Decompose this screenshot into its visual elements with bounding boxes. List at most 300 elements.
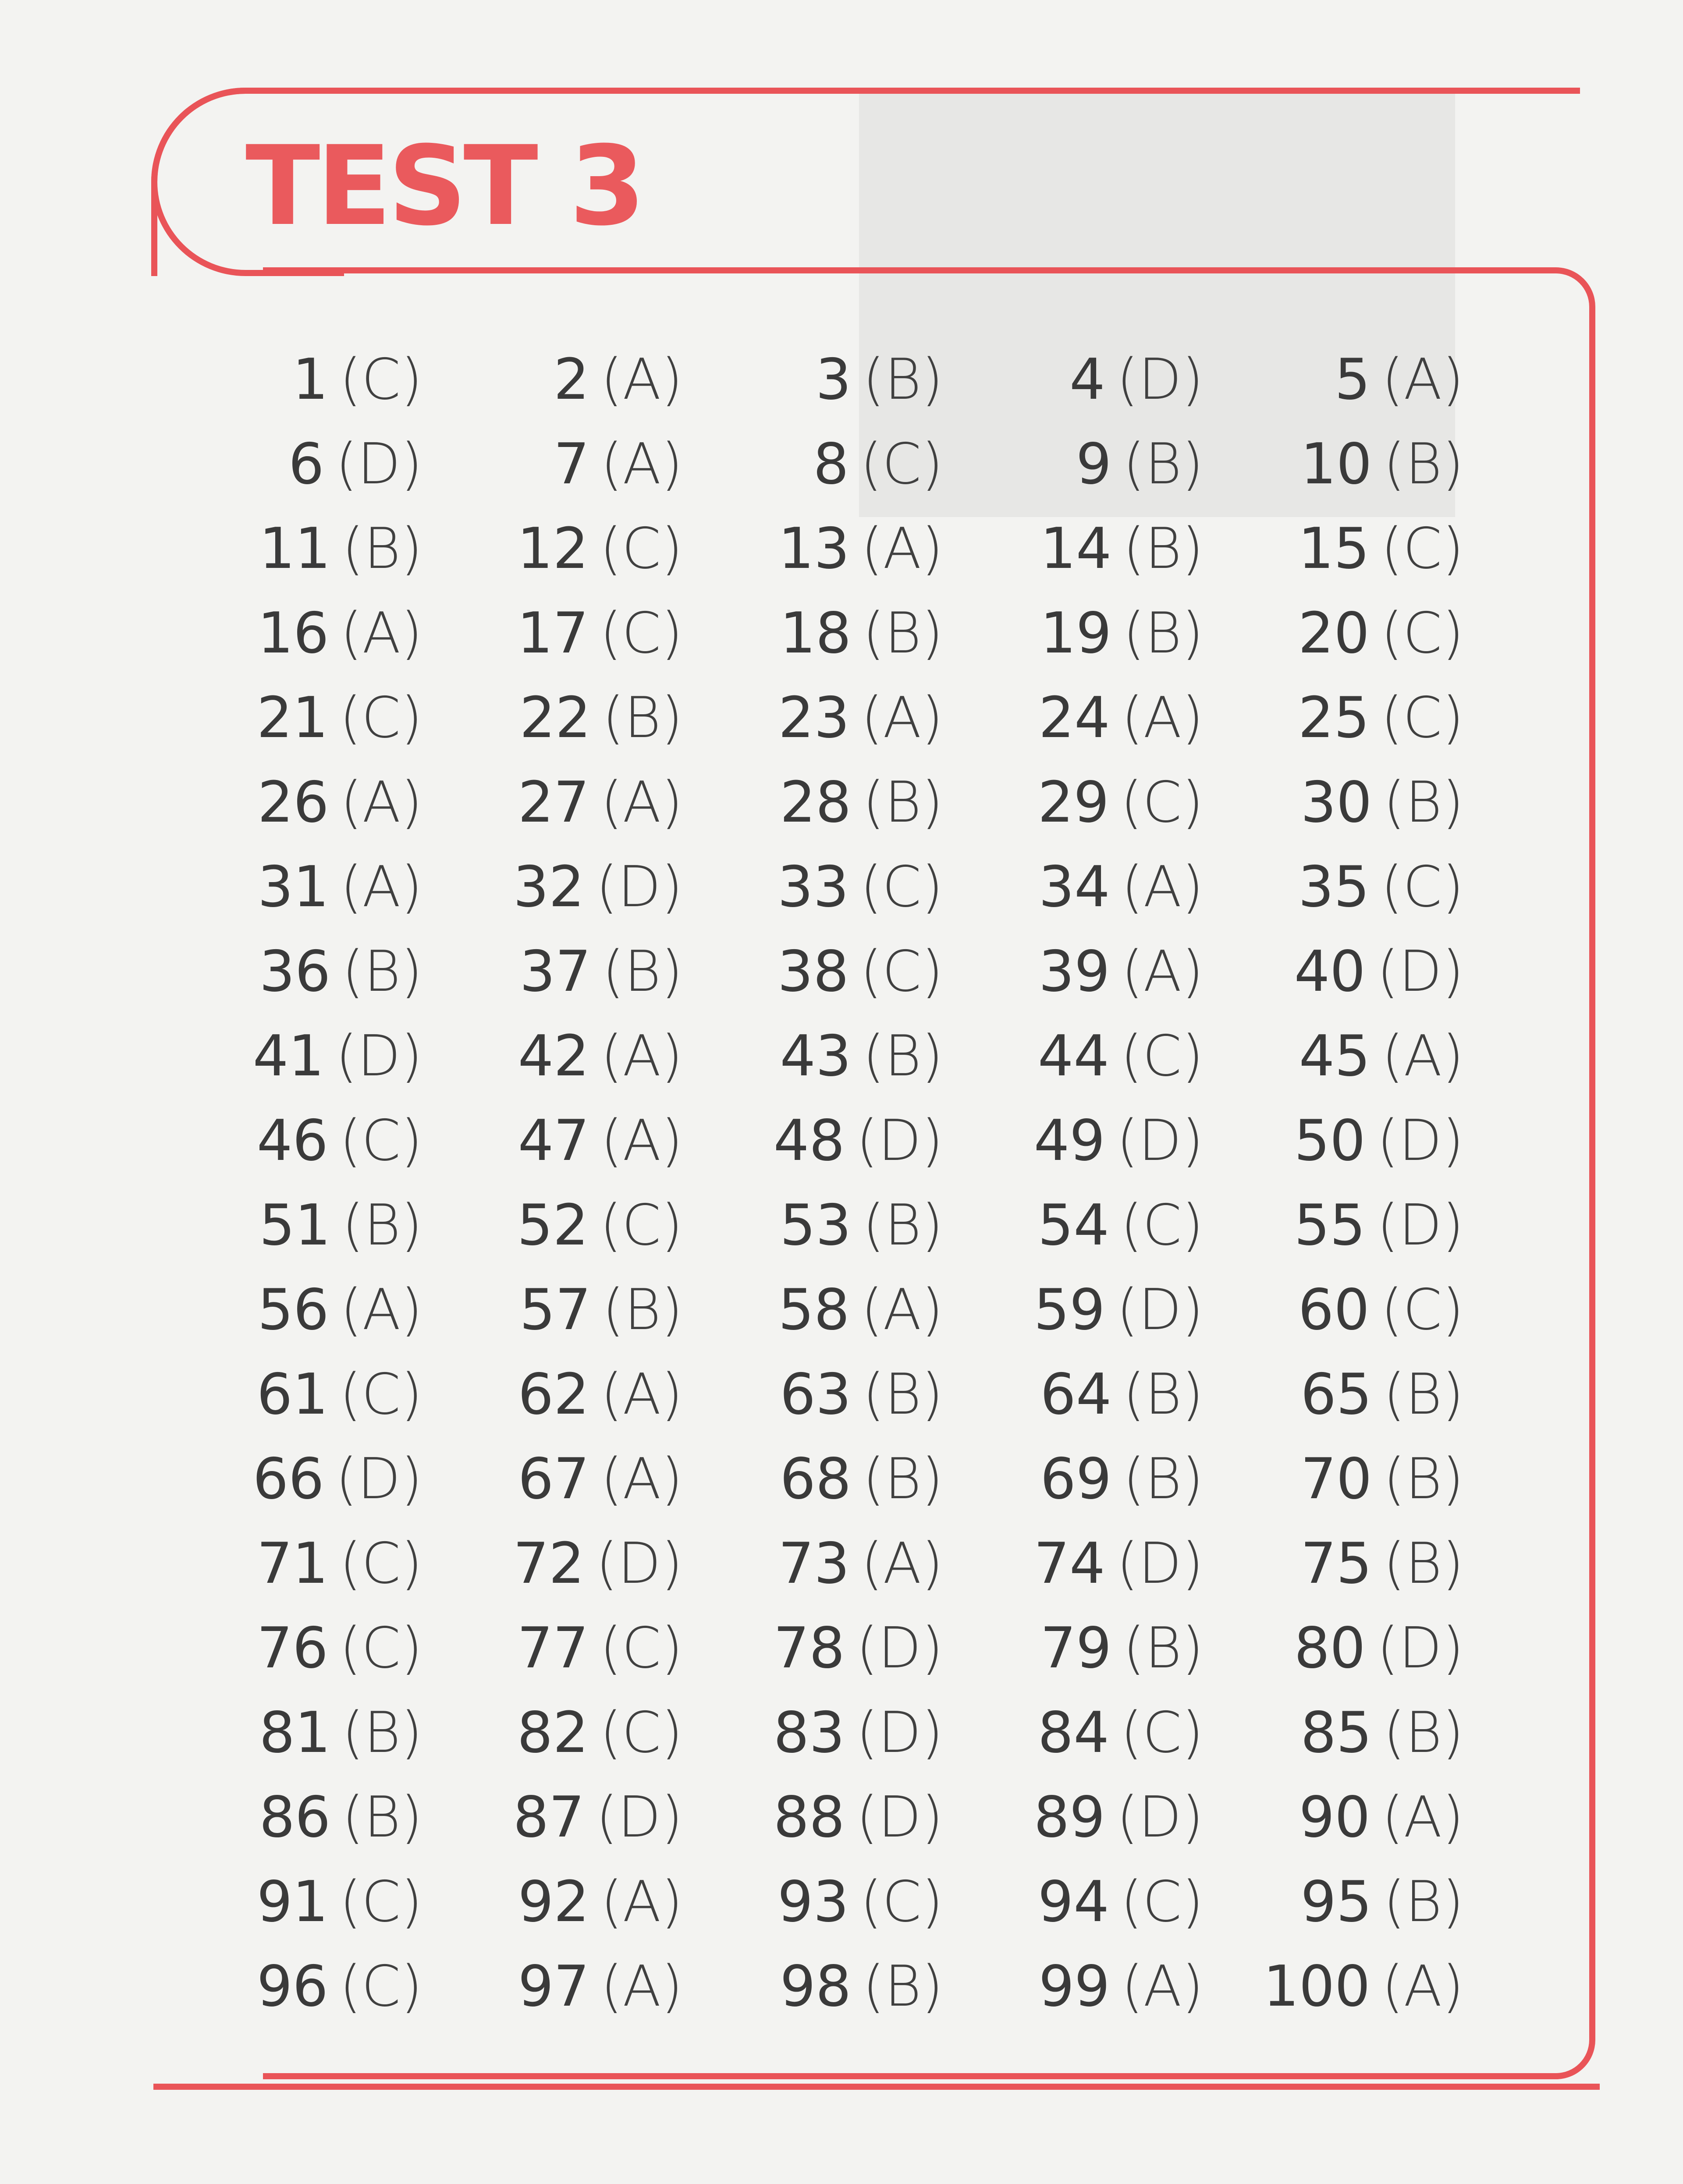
- question-number: 89: [1033, 1784, 1105, 1850]
- answer-choice: (D): [1377, 939, 1464, 1004]
- answer-choice: (C): [1120, 1700, 1204, 1766]
- question-number: 82: [517, 1700, 589, 1766]
- answer-item: [731, 1944, 991, 2029]
- answer-choice: (D): [1377, 1192, 1464, 1258]
- question-number: 24: [1038, 685, 1110, 751]
- answer-choice: (D): [1377, 1108, 1464, 1174]
- question-number: 23: [778, 685, 850, 751]
- answer-choice: (D): [1116, 1784, 1204, 1850]
- question-number: 77: [517, 1615, 589, 1681]
- answer-item: [1252, 1775, 1512, 1860]
- answer-choice: (C): [600, 1615, 683, 1681]
- page-title: TEST 3: [245, 122, 642, 250]
- answer-item: [210, 845, 471, 929]
- answer-item: [991, 422, 1252, 507]
- answer-item: [471, 1099, 731, 1183]
- answer-choice: (B): [602, 685, 683, 751]
- question-number: 56: [257, 1277, 329, 1343]
- question-number: 14: [1040, 516, 1112, 581]
- answer-choice: (A): [1121, 939, 1204, 1004]
- question-number: 76: [256, 1615, 328, 1681]
- question-number: 85: [1300, 1700, 1372, 1766]
- question-number: 95: [1300, 1869, 1372, 1935]
- question-number: 68: [780, 1446, 852, 1512]
- answer-choice: (B): [1123, 1615, 1204, 1681]
- answer-choice: (D): [856, 1615, 943, 1681]
- answer-choice: (C): [1381, 600, 1464, 666]
- answer-item: [210, 1944, 471, 2029]
- answer-choice: (A): [600, 1446, 683, 1512]
- answer-choice: (C): [1381, 516, 1464, 581]
- question-number: 65: [1300, 1361, 1372, 1427]
- answer-item: [210, 1268, 471, 1352]
- question-number: 42: [518, 1023, 589, 1089]
- answer-choice: (B): [1383, 769, 1464, 835]
- answer-item: [210, 1099, 471, 1183]
- answer-key-grid: [210, 337, 1512, 2029]
- answer-item: [731, 1691, 991, 1775]
- answer-choice: (B): [342, 516, 423, 581]
- question-number: 64: [1040, 1361, 1112, 1427]
- question-number: 6: [288, 431, 324, 497]
- answer-choice: (D): [596, 1531, 683, 1596]
- answer-choice: (C): [339, 685, 423, 751]
- answer-item: [471, 1352, 731, 1437]
- answer-choice: (A): [861, 1277, 943, 1343]
- answer-item: [471, 591, 731, 676]
- answer-choice: (A): [600, 1361, 683, 1427]
- answer-item: [471, 422, 731, 507]
- answer-choice: (C): [1381, 685, 1464, 751]
- question-number: 61: [256, 1361, 328, 1427]
- answer-choice: (B): [1383, 1531, 1464, 1596]
- answer-choice: (A): [1381, 1784, 1464, 1850]
- question-number: 11: [259, 516, 331, 581]
- answer-item: [991, 1183, 1252, 1268]
- answer-choice: (B): [1383, 1446, 1464, 1512]
- answer-choice: (A): [340, 854, 423, 920]
- answer-choice: (C): [339, 1361, 423, 1427]
- answer-choice: (B): [1383, 431, 1464, 497]
- question-number: 48: [773, 1108, 845, 1174]
- answer-choice: (B): [342, 1700, 423, 1766]
- answer-choice: (C): [1120, 1192, 1204, 1258]
- answer-choice: (B): [863, 600, 943, 666]
- question-number: 86: [259, 1784, 331, 1850]
- answer-item: [471, 845, 731, 929]
- question-number: 50: [1294, 1108, 1366, 1174]
- answer-item: [991, 1352, 1252, 1437]
- answer-item: [991, 507, 1252, 591]
- answer-item: [991, 929, 1252, 1014]
- question-number: 52: [517, 1192, 589, 1258]
- answer-choice: (B): [1383, 1361, 1464, 1427]
- question-number: 92: [518, 1869, 589, 1935]
- answer-item: [210, 1691, 471, 1775]
- answer-item: [1252, 1691, 1512, 1775]
- question-number: 37: [519, 939, 591, 1004]
- answer-choice: (A): [1121, 854, 1204, 920]
- answer-item: [1252, 1268, 1512, 1352]
- answer-item: [471, 760, 731, 845]
- answer-choice: (A): [600, 769, 683, 835]
- answer-choice: (B): [863, 769, 943, 835]
- answer-choice: (B): [863, 1361, 943, 1427]
- question-number: 54: [1037, 1192, 1109, 1258]
- question-number: 69: [1040, 1446, 1112, 1512]
- answer-item: [1252, 422, 1512, 507]
- answer-choice: (C): [1120, 1023, 1204, 1089]
- answer-item: [731, 337, 991, 422]
- answer-item: [471, 1014, 731, 1099]
- question-number: 62: [518, 1361, 589, 1427]
- question-number: 59: [1033, 1277, 1105, 1343]
- question-number: 71: [256, 1531, 328, 1596]
- question-number: 36: [259, 939, 331, 1004]
- answer-choice: (A): [1381, 1023, 1464, 1089]
- answer-item: [731, 1606, 991, 1691]
- answer-choice: (B): [1123, 431, 1204, 497]
- answer-item: [1252, 1352, 1512, 1437]
- answer-item: [991, 1099, 1252, 1183]
- answer-item: [471, 337, 731, 422]
- answer-choice: (B): [342, 939, 423, 1004]
- answer-item: [471, 1437, 731, 1521]
- answer-item: [991, 1775, 1252, 1860]
- question-number: 34: [1038, 854, 1110, 920]
- answer-choice: (C): [339, 1869, 423, 1935]
- answer-item: [1252, 1521, 1512, 1606]
- question-number: 72: [513, 1531, 585, 1596]
- answer-item: [471, 507, 731, 591]
- answer-choice: (C): [600, 516, 683, 581]
- question-number: 63: [780, 1361, 852, 1427]
- answer-item: [471, 676, 731, 760]
- answer-item: [471, 1606, 731, 1691]
- question-number: 88: [773, 1784, 845, 1850]
- answer-item: [731, 1352, 991, 1437]
- answer-choice: (C): [1120, 1869, 1204, 1935]
- answer-item: [210, 1014, 471, 1099]
- answer-item: [731, 845, 991, 929]
- answer-item: [210, 1860, 471, 1944]
- answer-item: [1252, 1606, 1512, 1691]
- answer-item: [991, 591, 1252, 676]
- answer-item: [471, 1521, 731, 1606]
- question-number: 27: [518, 769, 589, 835]
- answer-item: [991, 1691, 1252, 1775]
- answer-choice: (A): [1121, 1954, 1204, 2019]
- question-number: 32: [513, 854, 585, 920]
- answer-item: [731, 591, 991, 676]
- question-number: 2: [554, 347, 589, 412]
- answer-choice: (C): [339, 1954, 423, 2019]
- answer-choice: (C): [339, 347, 423, 412]
- question-number: 67: [518, 1446, 589, 1512]
- answer-choice: (A): [1121, 685, 1204, 751]
- answer-item: [1252, 1944, 1512, 2029]
- answer-choice: (D): [1116, 347, 1204, 412]
- question-number: 7: [554, 431, 589, 497]
- answer-item: [991, 1606, 1252, 1691]
- answer-choice: (A): [600, 431, 683, 497]
- question-number: 20: [1298, 600, 1370, 666]
- answer-item: [991, 1860, 1252, 1944]
- answer-choice: (B): [602, 1277, 683, 1343]
- answer-item: [471, 1860, 731, 1944]
- question-number: 25: [1298, 685, 1370, 751]
- answer-choice: (D): [596, 854, 683, 920]
- answer-item: [210, 591, 471, 676]
- question-number: 29: [1037, 769, 1109, 835]
- answer-choice: (B): [342, 1192, 423, 1258]
- answer-item: [1252, 591, 1512, 676]
- answer-item: [210, 507, 471, 591]
- question-number: 13: [778, 516, 850, 581]
- question-number: 100: [1263, 1954, 1371, 2019]
- question-number: 12: [517, 516, 589, 581]
- question-number: 30: [1300, 769, 1372, 835]
- answer-item: [210, 760, 471, 845]
- answer-choice: (D): [856, 1784, 943, 1850]
- answer-choice: (A): [861, 516, 943, 581]
- question-number: 46: [256, 1108, 328, 1174]
- answer-choice: (B): [342, 1784, 423, 1850]
- answer-item: [731, 1521, 991, 1606]
- answer-choice: (C): [1120, 769, 1204, 835]
- answer-choice: (B): [1123, 516, 1204, 581]
- question-number: 98: [780, 1954, 852, 2019]
- question-number: 19: [1040, 600, 1112, 666]
- question-number: 31: [257, 854, 329, 920]
- question-number: 78: [773, 1615, 845, 1681]
- question-number: 94: [1037, 1869, 1109, 1935]
- answer-item: [991, 1268, 1252, 1352]
- answer-choice: (C): [1381, 1277, 1464, 1343]
- question-number: 47: [518, 1108, 589, 1174]
- question-number: 45: [1299, 1023, 1371, 1089]
- question-number: 83: [773, 1700, 845, 1766]
- answer-item: [1252, 337, 1512, 422]
- answer-item: [471, 1775, 731, 1860]
- question-number: 21: [256, 685, 328, 751]
- answer-item: [991, 676, 1252, 760]
- question-number: 18: [780, 600, 852, 666]
- question-number: 99: [1038, 1954, 1110, 2019]
- answer-item: [731, 1183, 991, 1268]
- answer-item: [210, 1437, 471, 1521]
- question-number: 73: [778, 1531, 850, 1596]
- bottom-divider: [153, 2084, 1600, 2090]
- question-number: 96: [256, 1954, 328, 2019]
- question-number: 5: [1335, 347, 1371, 412]
- answer-choice: (C): [600, 1700, 683, 1766]
- answer-choice: (C): [339, 1615, 423, 1681]
- answer-item: [471, 1944, 731, 2029]
- answer-choice: (B): [1383, 1869, 1464, 1935]
- answer-item: [1252, 1183, 1512, 1268]
- answer-item: [991, 1944, 1252, 2029]
- question-number: 16: [257, 600, 329, 666]
- answer-item: [731, 1437, 991, 1521]
- answer-choice: (C): [860, 431, 943, 497]
- answer-choice: (B): [863, 347, 943, 412]
- answer-choice: (A): [861, 685, 943, 751]
- answer-item: [731, 1268, 991, 1352]
- question-number: 35: [1298, 854, 1370, 920]
- answer-item: [210, 337, 471, 422]
- answer-item: [1252, 929, 1512, 1014]
- answer-item: [731, 676, 991, 760]
- question-number: 17: [517, 600, 589, 666]
- question-number: 38: [777, 939, 849, 1004]
- answer-choice: (B): [863, 1446, 943, 1512]
- answer-item: [1252, 1099, 1512, 1183]
- answer-item: [210, 676, 471, 760]
- question-number: 60: [1298, 1277, 1370, 1343]
- answer-choice: (C): [860, 854, 943, 920]
- answer-item: [1252, 676, 1512, 760]
- question-number: 40: [1294, 939, 1366, 1004]
- answer-item: [731, 422, 991, 507]
- question-number: 39: [1038, 939, 1110, 1004]
- question-number: 1: [292, 347, 328, 412]
- answer-choice: (B): [863, 1023, 943, 1089]
- answer-item: [991, 1521, 1252, 1606]
- answer-item: [731, 760, 991, 845]
- answer-item: [1252, 1014, 1512, 1099]
- answer-choice: (A): [340, 600, 423, 666]
- question-number: 57: [519, 1277, 591, 1343]
- answer-item: [1252, 507, 1512, 591]
- answer-choice: (D): [856, 1108, 943, 1174]
- answer-choice: (A): [1381, 1954, 1464, 2019]
- answer-item: [210, 1606, 471, 1691]
- answer-choice: (D): [1116, 1531, 1204, 1596]
- question-number: 49: [1033, 1108, 1105, 1174]
- question-number: 80: [1294, 1615, 1366, 1681]
- question-number: 93: [777, 1869, 849, 1935]
- answer-choice: (C): [339, 1531, 423, 1596]
- answer-item: [1252, 760, 1512, 845]
- answer-choice: (D): [1116, 1277, 1204, 1343]
- answer-choice: (A): [600, 1869, 683, 1935]
- answer-item: [210, 1521, 471, 1606]
- question-number: 79: [1040, 1615, 1112, 1681]
- question-number: 43: [780, 1023, 852, 1089]
- answer-item: [1252, 845, 1512, 929]
- answer-item: [731, 1860, 991, 1944]
- question-number: 87: [513, 1784, 585, 1850]
- answer-choice: (B): [1123, 600, 1204, 666]
- answer-choice: (D): [596, 1784, 683, 1850]
- question-number: 8: [813, 431, 849, 497]
- answer-item: [991, 1014, 1252, 1099]
- answer-choice: (B): [1123, 1361, 1204, 1427]
- answer-item: [210, 1775, 471, 1860]
- answer-choice: (C): [860, 939, 943, 1004]
- answer-item: [731, 507, 991, 591]
- answer-choice: (A): [1381, 347, 1464, 412]
- question-number: 53: [780, 1192, 852, 1258]
- question-number: 28: [780, 769, 852, 835]
- answer-choice: (D): [335, 431, 423, 497]
- answer-choice: (A): [340, 1277, 423, 1343]
- answer-choice: (B): [863, 1192, 943, 1258]
- answer-choice: (A): [861, 1531, 943, 1596]
- question-number: 3: [815, 347, 852, 412]
- question-number: 9: [1076, 431, 1112, 497]
- answer-item: [471, 1183, 731, 1268]
- question-number: 41: [252, 1023, 324, 1089]
- answer-item: [210, 422, 471, 507]
- answer-choice: (C): [600, 1192, 683, 1258]
- answer-item: [1252, 1860, 1512, 1944]
- question-number: 10: [1300, 431, 1372, 497]
- answer-choice: (B): [1383, 1700, 1464, 1766]
- answer-choice: (C): [860, 1869, 943, 1935]
- answer-item: [731, 929, 991, 1014]
- answer-choice: (D): [335, 1023, 423, 1089]
- question-number: 90: [1299, 1784, 1371, 1850]
- question-number: 70: [1300, 1446, 1372, 1512]
- question-number: 33: [777, 854, 849, 920]
- answer-item: [210, 929, 471, 1014]
- answer-choice: (B): [1123, 1446, 1204, 1512]
- answer-choice: (C): [600, 600, 683, 666]
- question-number: 66: [252, 1446, 324, 1512]
- question-number: 51: [259, 1192, 331, 1258]
- answer-item: [991, 337, 1252, 422]
- answer-choice: (D): [1116, 1108, 1204, 1174]
- question-number: 15: [1298, 516, 1370, 581]
- answer-item: [991, 845, 1252, 929]
- question-number: 91: [256, 1869, 328, 1935]
- answer-item: [471, 929, 731, 1014]
- question-number: 55: [1294, 1192, 1366, 1258]
- answer-item: [731, 1775, 991, 1860]
- answer-item: [731, 1099, 991, 1183]
- answer-choice: (A): [600, 347, 683, 412]
- answer-choice: (A): [600, 1954, 683, 2019]
- question-number: 26: [257, 769, 329, 835]
- question-number: 58: [778, 1277, 850, 1343]
- answer-item: [991, 760, 1252, 845]
- answer-choice: (C): [1381, 854, 1464, 920]
- answer-choice: (B): [602, 939, 683, 1004]
- question-number: 44: [1037, 1023, 1109, 1089]
- answer-choice: (B): [863, 1954, 943, 2019]
- question-number: 22: [519, 685, 591, 751]
- answer-choice: (D): [1377, 1615, 1464, 1681]
- question-number: 81: [259, 1700, 331, 1766]
- answer-choice: (A): [600, 1108, 683, 1174]
- answer-item: [991, 1437, 1252, 1521]
- answer-choice: (D): [856, 1700, 943, 1766]
- answer-choice: (C): [339, 1108, 423, 1174]
- answer-item: [471, 1268, 731, 1352]
- answer-item: [1252, 1437, 1512, 1521]
- answer-choice: (A): [340, 769, 423, 835]
- answer-item: [210, 1352, 471, 1437]
- question-number: 97: [518, 1954, 589, 2019]
- question-number: 84: [1037, 1700, 1109, 1766]
- answer-item: [731, 1014, 991, 1099]
- answer-item: [210, 1183, 471, 1268]
- answer-choice: (A): [600, 1023, 683, 1089]
- question-number: 74: [1033, 1531, 1105, 1596]
- question-number: 75: [1300, 1531, 1372, 1596]
